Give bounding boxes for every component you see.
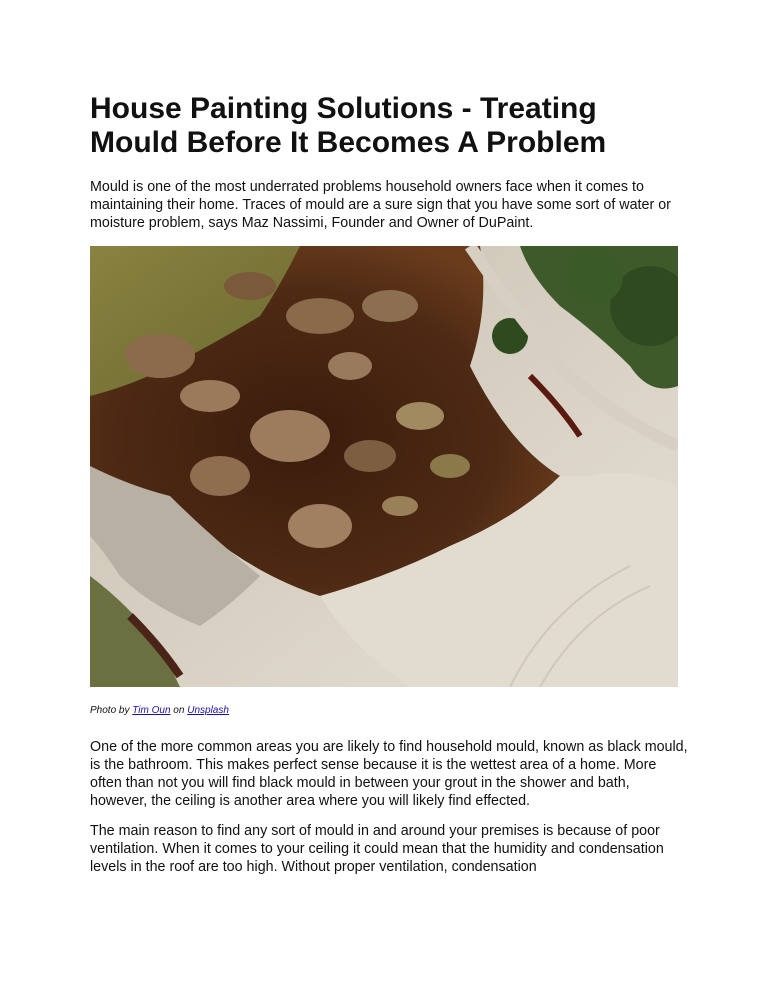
caption-prefix: Photo by bbox=[90, 705, 133, 716]
intro-paragraph: Mould is one of the most underrated problems household owners face when it comes to maintaining their home. Traces of mould are a sure sign that you have some sort of water or moisture problem, says Maz Nassimi, Founder and Owner of DuPaint. bbox=[90, 179, 671, 231]
article-title: House Painting Solutions - Treating Mould Before It Becomes A Problem bbox=[90, 92, 607, 159]
author-link[interactable]: Tim Oun bbox=[132, 705, 171, 716]
body-paragraph-2: The main reason to find any sort of mould in and around your premises is because of poor ventilation. When it comes to your ceiling it could mean that the humidity and condensation levels in the roof are too high. Without proper ventilation, condensation bbox=[90, 823, 664, 875]
aerial-mould-photo bbox=[90, 246, 678, 687]
caption-middle: on bbox=[170, 705, 188, 716]
body-paragraph-1: One of the more common areas you are likely to find household mould, known as black mould, is the bathroom. This makes perfect sense because it is the wettest area of a home. More often than not you will find black mould in between your grout in the shower and bath, however, the ceiling is another area where you will likely find effected. bbox=[90, 739, 688, 809]
source-link[interactable]: Unsplash bbox=[187, 705, 229, 716]
photo-caption bbox=[90, 705, 229, 717]
aerial-photo-illustration bbox=[90, 246, 678, 687]
